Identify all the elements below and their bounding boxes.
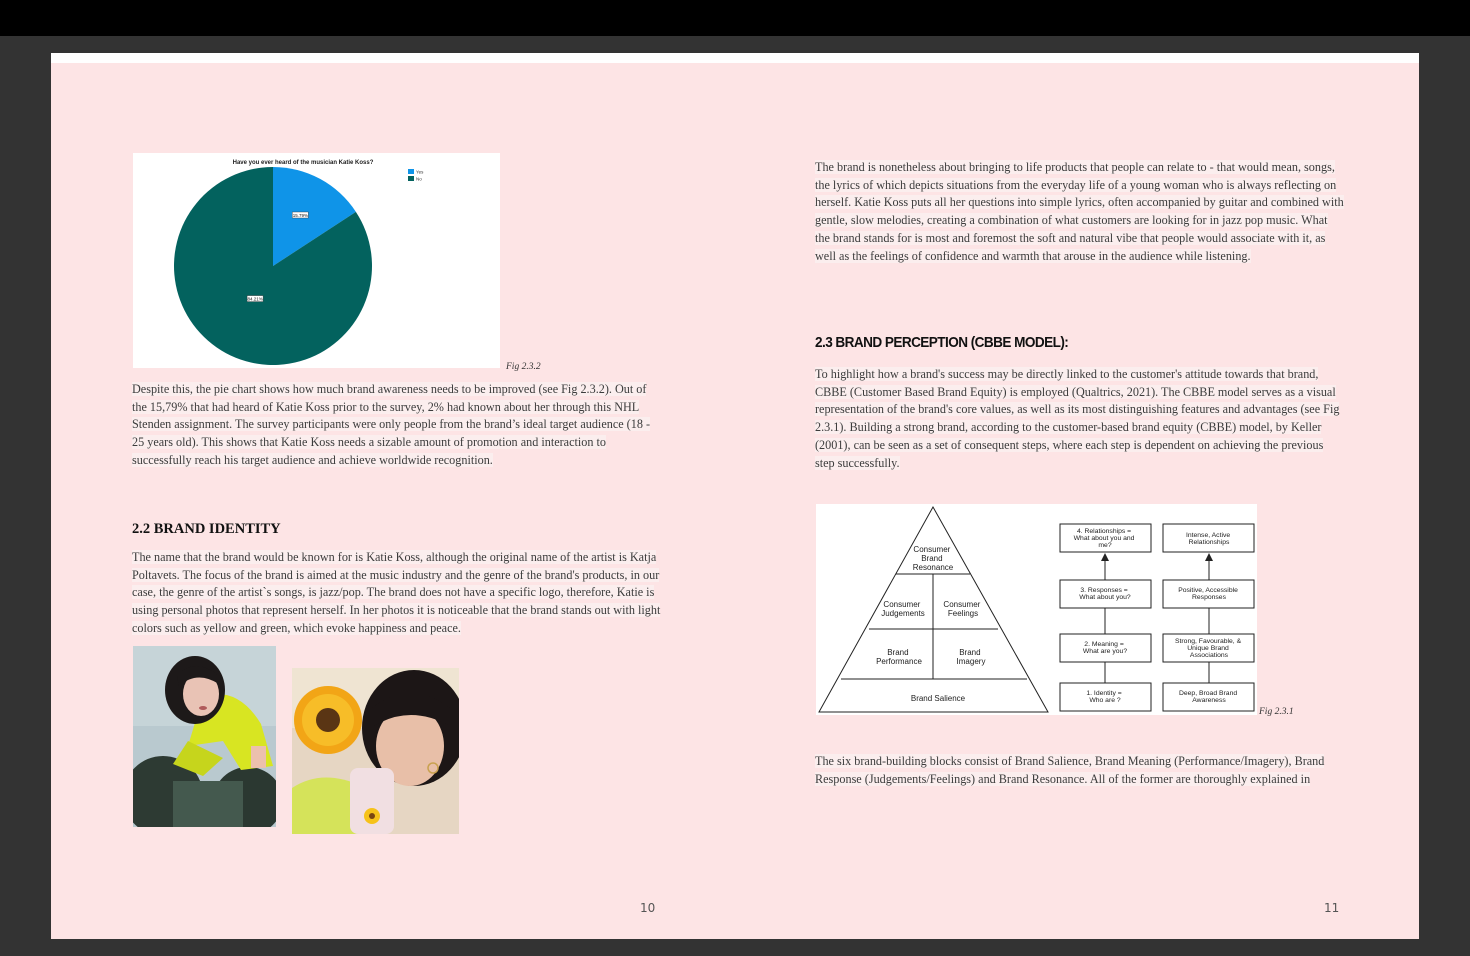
cbbe-model-figure (816, 504, 1257, 715)
page-number-right: 11 (1324, 901, 1340, 915)
pie-chart-svg (133, 153, 500, 368)
cbbe-figure-caption: Fig 2.3.1 (1259, 707, 1294, 717)
cbbe-diagram-svg (816, 504, 1257, 715)
page-number-left: 10 (640, 901, 656, 915)
pyramid-judgements-label: Consumer Judgements (881, 600, 925, 618)
outcome-relationships-label: Intense, Active Relationships (1185, 532, 1231, 546)
step-identity-label: 1. Identity = Who are ? (1086, 690, 1122, 704)
pyramid-imagery-label: Brand Imagery (956, 648, 986, 666)
brand-identity-paragraph: The name that the brand would be known for is Katie Koss, although the original name of the artist is Katja Poltavets. The focus of the brand is aimed at the music industry and the genre of the brand's products, in our case, the genre of the artist`s songs, is jazz/pop. The brand does not have a specific logo, therefore, Katie is using personal photos that represent herself. In her photos it is noticeable that the brand stands out with light colors such as yellow and green, which evoke happiness and peace. (132, 550, 661, 635)
brand-vibe-paragraph: The brand is nonetheless about bringing to life products that people can relate to - that would mean, songs, the lyrics of which depicts situations from the everyday life of a young woman who is always reflecting on herself. Katie Koss puts all her questions into simple lyrics, often accompanied by guitar and combined with gentle, slow melodies, creating a combination of what customers are looking for in jazz pop music. What the brand stands for is most and foremost the soft and natural vibe that people would associate with it, as well as the feelings of confidence and warmth that arouse in the audience while listening. (815, 160, 1344, 263)
pie-chart-figure (133, 153, 500, 368)
pie-chart-title: Have you ever heard of the musician Katie Koss? (232, 160, 374, 166)
legend-label-yes: Yes (416, 169, 424, 175)
pyramid-performance-label: Brand Performance (876, 648, 922, 666)
outcome-responses-label: Positive, Accessible Responses (1178, 587, 1238, 601)
legend-swatch-yes (408, 169, 414, 174)
artist-photo-green-sweater (133, 646, 276, 827)
pie-figure-caption: Fig 2.3.2 (506, 362, 541, 372)
legend-label-no: No (416, 176, 422, 182)
pyramid-resonance-label: Consumer Brand Resonance (912, 545, 954, 572)
step-relationships-label: 4. Relationships = What about you and me? (1073, 528, 1135, 549)
legend-swatch-no (408, 176, 414, 181)
pyramid-salience-label: Brand Salience (910, 694, 966, 703)
pie-data-label-yes: 15.79% (292, 213, 308, 219)
outcome-associations-label: Strong, Favourable, & Unique Brand Associations (1174, 638, 1242, 659)
pie-data-label-no: 84.21% (247, 296, 263, 302)
brand-identity-heading: 2.2 BRAND IDENTITY (132, 521, 281, 537)
step-meaning-label: 2. Meaning = What are you? (1082, 641, 1128, 655)
building-blocks-paragraph: The six brand-building blocks consist of Brand Salience, Brand Meaning (Performance/Imagery), Brand Response (Judgements/Feelings) and Brand Resonance. All of the former are thoroughly explained in (815, 754, 1325, 786)
document-spread (51, 53, 1419, 939)
step-responses-label: 3. Responses = What about you? (1079, 587, 1131, 601)
pyramid-feelings-label: Consumer Feelings (943, 600, 981, 618)
cbbe-intro-paragraph: To highlight how a brand's success may be directly linked to the customer's attitude towards that brand, CBBE (Customer Based Brand Equity) is employed (Qualtrics, 2021). The CBBE model serves as a visual representation of the brand's core values, as well as its most distinguishing features and advantages (see Fig 2.3.1). Building a strong brand, according to the customer-based brand equity (CBBE) model, by Keller (2001), can be seen as a set of consequent steps, where each step is dependent on achieving the previous step successfully. (815, 367, 1340, 470)
artist-photo-sunflower-selfie (292, 668, 459, 834)
outcome-awareness-label: Deep, Broad Brand Awareness (1178, 690, 1238, 704)
awareness-paragraph: Despite this, the pie chart shows how much brand awareness needs to be improved (see Fig 2.3.2). Out of the 15,79% that had heard of Katie Koss prior to the survey, 2% had known about her through this NHL Stenden assignment. The survey participants were only people from the brand’s ideal target audience (18 - 25 years old). This shows that Katie Koss needs a sizable amount of promotion and interaction to successfully reach his target audience and achieve worldwide recognition. (132, 382, 651, 467)
brand-perception-heading: 2.3 BRAND PERCEPTION (CBBE MODEL): (815, 335, 1069, 351)
viewer-top-bar (0, 0, 1470, 36)
